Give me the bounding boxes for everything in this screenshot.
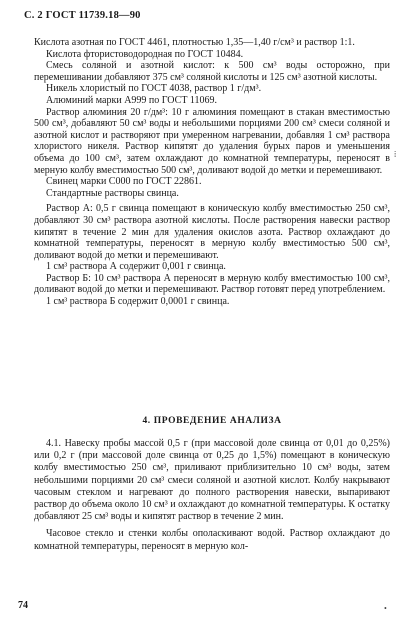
paragraph-acid-mixture: Смесь соляной и азотной кислот: к 500 см³ воды осторожно, при перемешивании добавляют 375 см³ соляной кислоты и 125 см³ азотной кислоты. <box>34 60 390 83</box>
reagents-list <box>34 37 390 308</box>
analysis-procedure <box>34 438 390 553</box>
section-heading: 4. ПРОВЕДЕНИЕ АНАЛИЗА <box>142 416 282 426</box>
paragraph-aluminium: Алюминий марки А999 по ГОСТ 11069. <box>46 94 218 106</box>
paragraph-hydrofluoric-acid: Кислота фтористоводородная по ГОСТ 10484. <box>46 48 244 60</box>
paragraph-nitric-acid: Кислота азотная по ГОСТ 4461, плотностью 1,35—1,40 г/см³ и раствор 1:1. <box>34 37 355 48</box>
paragraph-solution-a: Раствор А: 0,5 г свинца помещают в коническую колбу вместимостью 250 см³, добавляют 30 см³ раствора азотной кислоты. После растворения навески раствор кипятят в течение 2 мин для удаления окислов азота. Раствор охлаждают до комнатной температуры, переносят в мерную колбу вместимостью 500 см³, доливают водой до метки и перемешивают. <box>34 203 390 261</box>
paragraph-solution-a-content: 1 см³ раствора А содержит 0,001 г свинца. <box>46 261 226 273</box>
margin-mark: ⁞ <box>394 150 397 159</box>
paragraph-watch-glass: Часовое стекло и стенки колбы ополаскивают водой. Раствор охлаждают до комнатной температуры, переносят в мерную кол- <box>34 528 390 552</box>
paragraph-nickel-chloride: Никель хлористый по ГОСТ 4038, раствор 1 г/дм³. <box>46 83 262 95</box>
paragraph-aluminium-solution: Раствор алюминия 20 г/дм³: 10 г алюминия помещают в стакан вместимостью 500 см³, добавляют 50 см³ воды и небольшими порциями 200 см³ смеси соляной и азотной кислот и растворяют при умеренном нагревании, добавляя 1 см³ раствора хлористого никеля. Раствор кипятят до удаления бурых паров и уменьшения объема до 100 см³, затем охлаждают до комнатной температуры, переносят в мерную колбу вместимостью 500 см³, доливают водой до метки и перемешивают. <box>34 106 390 176</box>
page-number: 74 <box>18 600 28 611</box>
paragraph-lead: Свинец марки С000 по ГОСТ 22861. <box>46 176 202 188</box>
paragraph-solution-b-content: 1 см³ раствора Б содержит 0,0001 г свинца. <box>46 296 230 308</box>
margin-mark: • <box>384 604 387 613</box>
paragraph-solution-b: Раствор Б: 10 см³ раствора А переносят в мерную колбу вместимостью 100 см³, доливают водой до метки и перемешивают. Раствор готовят перед употреблением. <box>34 272 390 296</box>
running-head: С. 2 ГОСТ 11739.18—90 <box>24 10 141 21</box>
paragraph-4-1: 4.1. Навеску пробы массой 0,5 г (при массовой доле свинца от 0,01 до 0,25%) или 0,2 г (при массовой доле свинца от 0,25 до 1,5%) помещают в коническую колбу вместимостью 250 см³, приливают приблизительно 10 см³ воды, затем небольшими порциями 20 см³ смеси соляной и азотной кислот. Колбу накрывают часовым стеклом и нагревают до полного растворения навески, выпаривают раствор до объема около 10 см³ и охлаждают до комнатной температуры. К остатку добавляют 25 см³ воды и кипятят раствор в течение 2 мин. <box>34 438 390 523</box>
paragraph-standard-solutions: Стандартные растворы свинца. <box>46 187 179 199</box>
